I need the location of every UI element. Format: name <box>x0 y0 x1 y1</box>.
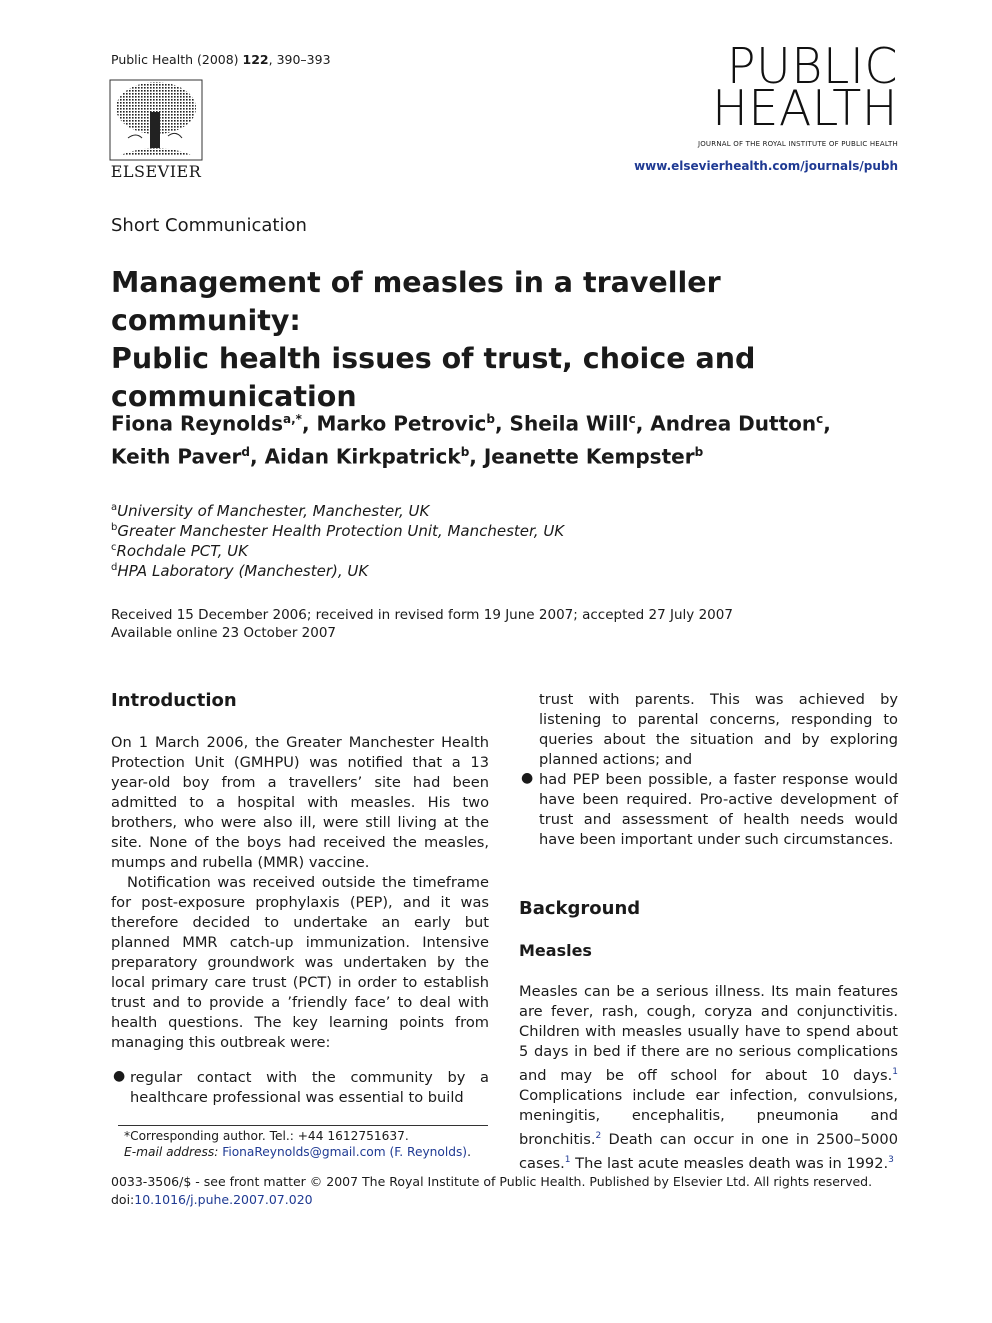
journal-url-link[interactable]: www.elsevierhealth.com/journals/pubh <box>634 159 898 173</box>
author-name: Fiona Reynolds <box>111 411 284 436</box>
article-type: Short Communication <box>111 215 307 236</box>
author-list <box>111 405 911 470</box>
reference-link[interactable]: 2 <box>595 1130 602 1141</box>
bullet-item-1-start: regular contact with the community by a healthcare professional was essential to build <box>130 1069 489 1106</box>
journal-subtitle: JOURNAL OF THE ROYAL INSTITUTE OF PUBLIC HEALTH <box>697 140 898 148</box>
intro-paragraph-1: On 1 March 2006, the Greater Manchester Health Protection Unit (GMHPU) was notified that a 13 year-old boy from a travellers’ site had been admitted to a hospital with measles. His two brothers, who were also ill, were still living at the site. None of the boys had received the measles, mumps and rubella (MMR) vaccine. <box>111 734 489 871</box>
email-link[interactable]: FionaReynolds@gmail.com (F. Reynolds) <box>222 1145 468 1159</box>
bullet-icon: ● <box>521 770 534 786</box>
title-line-1: Management of measles in a traveller community: <box>111 266 721 337</box>
author-name: Jeanette Kempster <box>483 444 695 469</box>
journal-logo-line2: HEALTH <box>712 80 898 137</box>
author-separator: , <box>823 411 831 436</box>
background-heading: Background <box>519 898 641 919</box>
measles-text-a: Measles can be a serious illness. Its main features are fever, rash, cough, coryza and conjunctivitis. Children with measles usually have to spend about 5 days in bed if there are no serious complications and may be off school for about 10 days. <box>519 983 898 1084</box>
measles-subheading: Measles <box>519 941 592 960</box>
footnote-divider <box>118 1125 488 1126</box>
author-separator: , <box>250 444 265 469</box>
author-affil-mark: b <box>486 412 495 426</box>
author-name: Aidan Kirkpatrick <box>264 444 461 469</box>
author-affil-mark: b <box>460 444 470 459</box>
author-name: Sheila Will <box>509 411 629 436</box>
available-online: Available online 23 October 2007 <box>111 625 337 641</box>
journal-citation <box>111 52 331 67</box>
author-affil-mark: d <box>241 444 251 459</box>
affiliation-d <box>111 558 811 581</box>
title-line-2: Public health issues of trust, choice and <box>111 342 756 375</box>
copyright-line: 0033-3506/$ - see front matter © 2007 The Royal Institute of Public Health. Published by Elsevier Ltd. All rights reserved. <box>111 1174 873 1189</box>
author-separator: , <box>494 411 510 436</box>
author-name: Marko Petrovic <box>316 411 487 436</box>
received-dates: Received 15 December 2006; received in revised form 19 June 2007; accepted 27 July 2007 <box>111 607 733 623</box>
bullet-item-1-continued: trust with parents. This was achieved by listening to parental concerns, responding to queries about the situation and by exploring planned actions; and <box>539 691 898 768</box>
citation-volume: 122 <box>242 52 269 67</box>
affiliation-text: HPA Laboratory (Manchester), UK <box>117 562 369 580</box>
reference-link[interactable]: 1 <box>564 1154 571 1165</box>
email-end: . <box>467 1145 471 1159</box>
affiliation-text: Rochdale PCT, UK <box>116 542 248 560</box>
affiliation-text: University of Manchester, Manchester, UK <box>117 502 430 520</box>
intro-body <box>111 733 489 1053</box>
author-affil-mark: b <box>694 444 704 459</box>
doi-link[interactable]: 10.1016/j.puhe.2007.07.020 <box>134 1192 313 1207</box>
author-name: Andrea Dutton <box>650 411 817 436</box>
author-line-1 <box>111 405 911 438</box>
citation-prefix: Public Health (2008) <box>111 52 243 67</box>
bullet-icon: ● <box>113 1068 126 1084</box>
journal-logo-line1: PUBLIC <box>726 38 898 95</box>
corresponding-author-note: *Corresponding author. Tel.: +44 1612751637. <box>124 1129 409 1143</box>
doi-line <box>111 1191 911 1209</box>
bullet-item-2: had PEP been possible, a faster response would have been required. Pro-active development of trust and assessment of health needs would have been important under such circumstances. <box>539 771 898 848</box>
introduction-heading: Introduction <box>111 690 237 711</box>
measles-text-c: Death can occur in one in 2500–5000 cases. <box>519 1130 898 1172</box>
author-affil-mark: c <box>816 412 824 426</box>
measles-paragraph <box>519 982 898 1174</box>
author-affil-mark: c <box>628 412 636 426</box>
citation-pages: , 390–393 <box>268 52 331 67</box>
affiliation-mark: d <box>111 562 118 573</box>
author-affil-mark: a,* <box>283 412 302 426</box>
author-name: Keith Paver <box>111 444 242 469</box>
author-separator: , <box>301 411 317 436</box>
author-line-2 <box>111 438 911 471</box>
author-separator: , <box>635 411 651 436</box>
title-line-3: communication <box>111 380 357 413</box>
affiliation-mark: c <box>111 542 117 553</box>
email-label: E-mail address: <box>124 1145 219 1159</box>
author-separator: , <box>469 444 484 469</box>
reference-link[interactable]: 3 <box>888 1154 894 1165</box>
affiliation-mark: b <box>111 522 118 533</box>
measles-text-b: Complications include ear infection, convulsions, meningitis, encephalitis, pneumonia and bronchitis. <box>519 1086 898 1148</box>
reference-link[interactable]: 1 <box>892 1067 898 1077</box>
article-title <box>111 264 911 416</box>
affiliation-text: Greater Manchester Health Protection Unit, Manchester, UK <box>117 522 565 540</box>
doi-label: doi: <box>111 1192 135 1207</box>
intro-paragraph-2: Notification was received outside the timeframe for post-exposure prophylaxis (PEP), and it was therefore decided to undertake an early but planned MMR catch-up immunization. Intensive preparatory groundwork was undertaken by the local primary care trust (PCT) in order to establish trust and to provide a ’friendly face’ to deal with health questions. The key learning points from managing this outbreak were: <box>111 874 489 1051</box>
measles-text-d: The last acute measles death was in 1992. <box>570 1154 889 1172</box>
affiliation-mark: a <box>111 502 118 513</box>
elsevier-wordmark: ELSEVIER <box>110 162 202 181</box>
email-note <box>124 1144 494 1160</box>
